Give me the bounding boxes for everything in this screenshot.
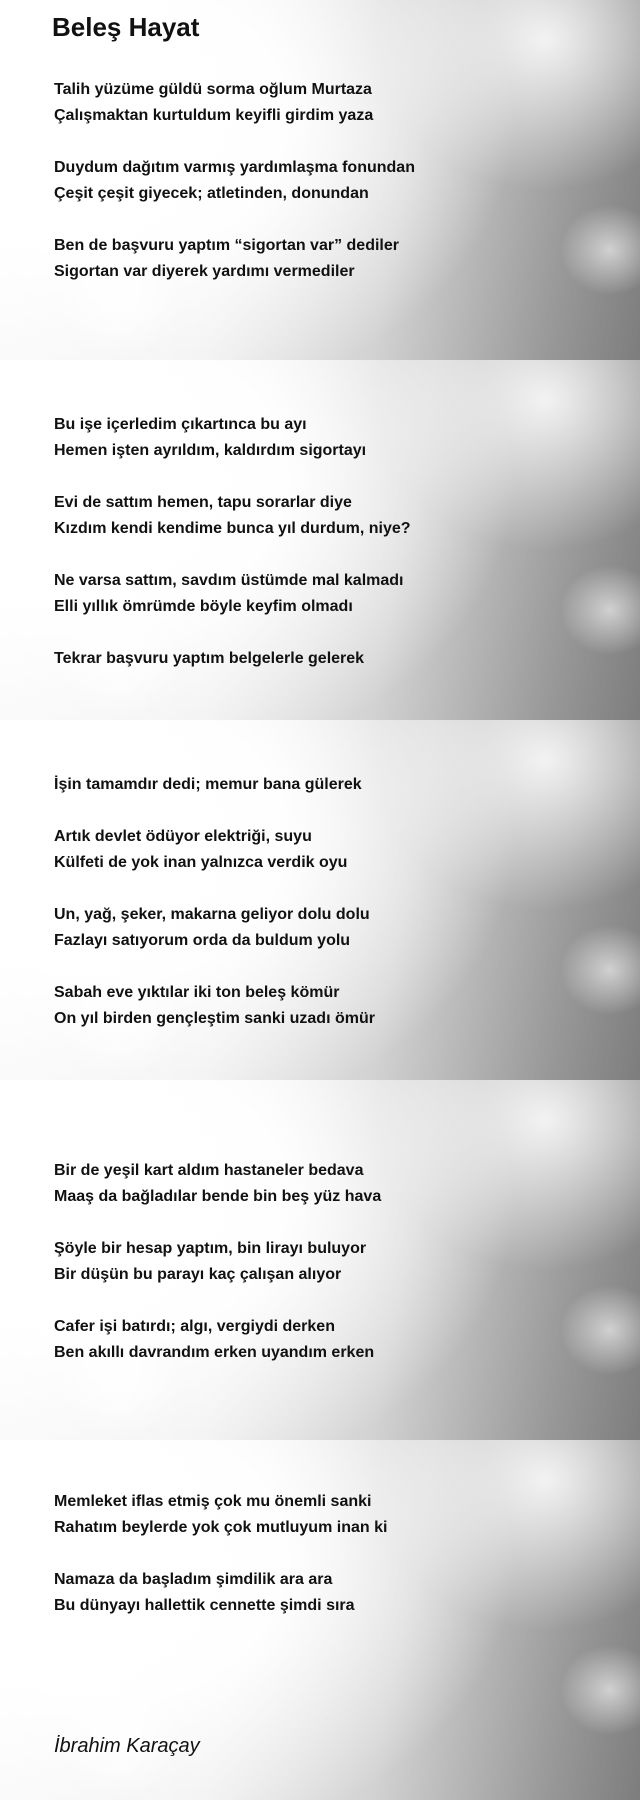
stanza: [54, 155, 614, 207]
poem-panel-1: [0, 0, 640, 360]
stanza: [54, 646, 614, 672]
stanza-group: [54, 1489, 614, 1645]
poem-line: Kızdım kendi kendime bunca yıl durdum, niye?: [54, 520, 411, 537]
poem-line: Şöyle bir hesap yaptım, bin lirayı buluyor: [54, 1240, 367, 1257]
poem-line: Tekrar başvuru yaptım belgelerle gelerek: [54, 650, 365, 667]
poem-line: Elli yıllık ömrümde böyle keyfim olmadı: [54, 598, 353, 615]
poem-panel-5: [0, 1440, 640, 1800]
poem-line: Ben de başvuru yaptım “sigortan var” dediler: [54, 237, 399, 254]
stanza: [54, 1314, 614, 1366]
poem-line: Bu işe içerledim çıkartınca bu ayı: [54, 416, 307, 433]
poem-line: Maaş da bağladılar bende bin beş yüz hava: [54, 1188, 382, 1205]
poem-line: Namaza da başladım şimdilik ara ara: [54, 1571, 333, 1588]
stanza: [54, 1489, 614, 1541]
poem-panel-4: [0, 1080, 640, 1440]
stanza-group: [54, 772, 614, 1058]
poem-line: Evi de sattım hemen, tapu sorarlar diye: [54, 494, 352, 511]
stanza: [54, 568, 614, 620]
author-name: İbrahim Karaçay: [54, 1735, 200, 1757]
stanza: [54, 233, 614, 285]
poem-line: Ben akıllı davrandım erken uyandım erken: [54, 1344, 375, 1361]
poem-line: Memleket iflas etmiş çok mu önemli sanki: [54, 1493, 372, 1510]
stanza: [54, 1158, 614, 1210]
stanza: [54, 772, 614, 798]
poem-line: Un, yağ, şeker, makarna geliyor dolu dolu: [54, 906, 370, 923]
poem-line: Artık devlet ödüyor elektriği, suyu: [54, 828, 312, 845]
stanza: [54, 1236, 614, 1288]
stanza: [54, 490, 614, 542]
poem-panel-3: [0, 720, 640, 1080]
poem-line: Çeşit çeşit giyecek; atletinden, donundan: [54, 185, 369, 202]
poem-line: Bir düşün bu parayı kaç çalışan alıyor: [54, 1266, 342, 1283]
stanza-group: [54, 1158, 614, 1392]
poem-line: Bu dünyayı hallettik cennette şimdi sıra: [54, 1597, 355, 1614]
poem-line: İşin tamamdır dedi; memur bana gülerek: [54, 776, 362, 793]
poem-line: Ne varsa sattım, savdım üstümde mal kalmadı: [54, 572, 404, 589]
poem-line: Rahatım beylerde yok çok mutluyum inan ki: [54, 1519, 388, 1536]
poem-line: Külfeti de yok inan yalnızca verdik oyu: [54, 854, 348, 871]
stanza: [54, 412, 614, 464]
poem-line: Çalışmaktan kurtuldum keyifli girdim yaza: [54, 107, 374, 124]
stanza: [54, 1567, 614, 1619]
stanza: [54, 77, 614, 129]
poem-line: Hemen işten ayrıldım, kaldırdım sigortayı: [54, 442, 367, 459]
poem-line: On yıl birden gençleştim sanki uzadı ömür: [54, 1010, 375, 1027]
poem-line: Cafer işi batırdı; algı, vergiydi derken: [54, 1318, 335, 1335]
poem-line: Sigortan var diyerek yardımı vermediler: [54, 263, 355, 280]
stanza-group: [54, 412, 614, 698]
poem-line: Duydum dağıtım varmış yardımlaşma fonundan: [54, 159, 415, 176]
stanza: [54, 980, 614, 1032]
poem-title: Beleş Hayat: [52, 12, 200, 42]
stanza: [54, 902, 614, 954]
poem-panel-2: [0, 360, 640, 720]
poem-line: Bir de yeşil kart aldım hastaneler bedava: [54, 1162, 364, 1179]
poem-line: Sabah eve yıktılar iki ton beleş kömür: [54, 984, 340, 1001]
poem-line: Fazlayı satıyorum orda da buldum yolu: [54, 932, 351, 949]
poem-line: Talih yüzüme güldü sorma oğlum Murtaza: [54, 81, 372, 98]
stanza: [54, 824, 614, 876]
stanza-group: [54, 77, 614, 311]
